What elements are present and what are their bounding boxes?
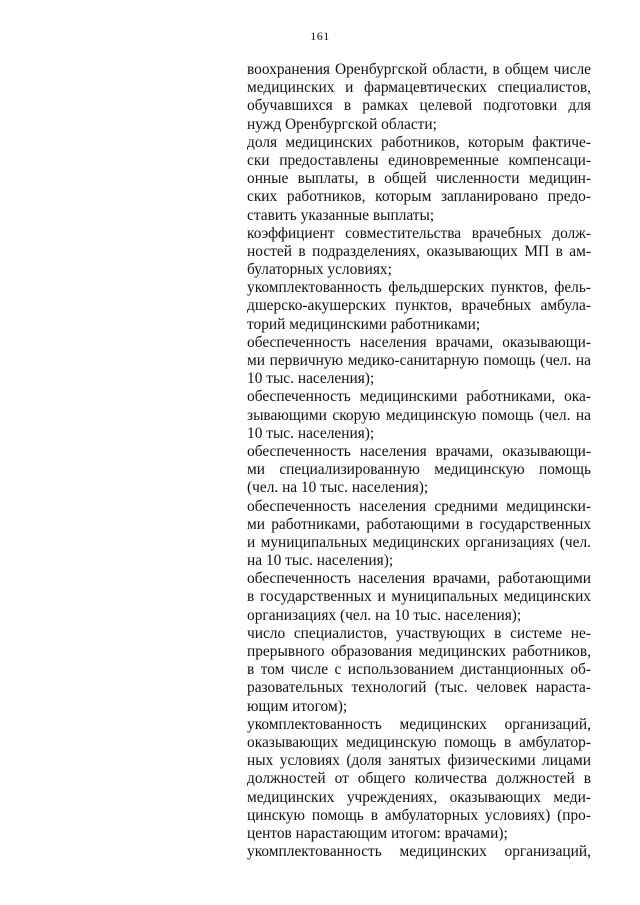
text-line: булаторных условиях; — [247, 261, 392, 279]
text-line: (чел. на 10 тыс. населения); — [247, 479, 429, 497]
paragraph — [247, 225, 591, 280]
text-line: обеспеченность населения врачами, работающими — [247, 570, 591, 588]
paragraph — [247, 843, 591, 861]
text-line: зывающими скорую медицинскую помощь (чел. на — [247, 406, 591, 424]
paragraph — [247, 443, 591, 498]
text-line: число специалистов, участвующих в системе не- — [247, 624, 591, 642]
text-line: ми специализированную медицинскую помощь — [247, 461, 591, 479]
paragraph — [247, 625, 591, 716]
text-line: обеспеченность населения врачами, оказывающи- — [247, 333, 591, 351]
text-line: в том числе с использованием дистанционных об- — [247, 661, 591, 679]
text-line: доля медицинских работников, которым фактиче- — [247, 133, 591, 151]
paragraph — [247, 570, 591, 625]
text-line: ми работниками, работающими в государственных — [247, 515, 591, 533]
text-line: оказывающих медицинскую помощь в амбулатор- — [247, 733, 591, 751]
text-line: ных условиях (доля занятых физическими лицами — [247, 752, 591, 770]
text-line: ющим итогом); — [247, 697, 348, 715]
text-line: 10 тыс. населения); — [247, 370, 375, 388]
paragraph — [247, 134, 591, 225]
text-line: и муниципальных медицинских организациях (чел. — [247, 533, 591, 551]
text-line: обучавшихся в рамках целевой подготовки для — [247, 97, 591, 115]
text-line: медицинских учреждениях, оказывающих меди- — [247, 788, 591, 806]
text-line: онные выплаты, в общей численности медицин- — [247, 170, 591, 188]
text-line: нужд Оренбургской области; — [247, 115, 437, 133]
text-line: ми первичную медико-санитарную помощь (чел. на — [247, 352, 591, 369]
document-body — [247, 61, 591, 861]
text-line: дшерско-акушерских пунктов, врачебных амбула- — [247, 297, 591, 315]
paragraph — [247, 61, 591, 134]
text-line: укомплектованность фельдшерских пунктов, фель- — [247, 279, 591, 297]
text-line: на 10 тыс. населения); — [247, 552, 394, 570]
text-line: прерывного образования медицинских работников, — [247, 643, 591, 660]
text-line: коэффициент совместительства врачебных долж- — [247, 224, 591, 242]
text-line: воохранения Оренбургской области, в общем числе — [247, 61, 591, 78]
text-line: должностей от общего количества должностей в — [247, 770, 591, 788]
text-line: центов нарастающим итогом: врачами); — [247, 824, 508, 842]
text-line: укомплектованность медицинских организаций, — [247, 843, 591, 861]
text-line: ностей в подразделениях, оказывающих МП в ам- — [247, 242, 591, 260]
text-line: ских работников, которым запланировано предо- — [247, 188, 591, 206]
text-line: обеспеченность населения средними медицински- — [247, 497, 591, 515]
paragraph — [247, 279, 591, 334]
text-line: разовательных технологий (тыс. человек нараста- — [247, 679, 591, 697]
paragraph — [247, 498, 591, 571]
text-line: укомплектованность медицинских организаций, — [247, 715, 591, 733]
text-line: медицинских и фармацевтических специалистов, — [247, 79, 591, 97]
text-line: ставить указанные выплаты; — [247, 206, 435, 224]
paragraph — [247, 334, 591, 389]
text-line: организациях (чел. на 10 тыс. населения); — [247, 606, 522, 624]
page-number: 161 — [310, 29, 330, 43]
paragraph — [247, 716, 591, 843]
text-line: цинскую помощь в амбулаторных условиях) (про- — [247, 806, 591, 824]
text-line: торий медицинскими работниками; — [247, 315, 481, 333]
text-line: в государственных и муниципальных медицинских — [247, 588, 591, 606]
text-line: ски предоставлены единовременные компенсаци- — [247, 151, 591, 169]
text-line: обеспеченность населения врачами, оказывающи- — [247, 442, 591, 460]
paragraph — [247, 388, 591, 443]
text-line: 10 тыс. населения); — [247, 424, 375, 442]
text-line: обеспеченность медицинскими работниками, ока- — [247, 388, 591, 406]
